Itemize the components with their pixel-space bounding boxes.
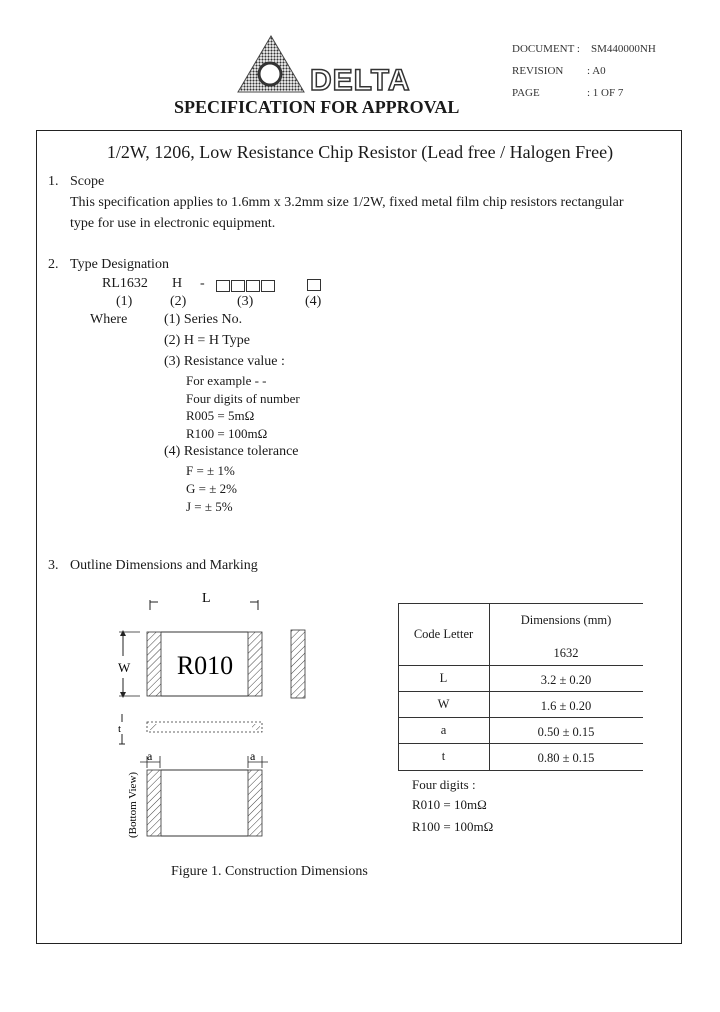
delta-logo bbox=[234, 34, 424, 98]
part-dash: - bbox=[200, 276, 205, 291]
dimensions-header: Dimensions (mm) bbox=[520, 613, 612, 627]
item-series: (1) Series No. bbox=[164, 312, 243, 327]
page-value: : 1 OF 7 bbox=[587, 87, 624, 99]
logo-wordmark: DELTA bbox=[310, 64, 411, 97]
index-3: (3) bbox=[237, 294, 254, 309]
size-header: 1632 bbox=[553, 646, 579, 660]
figure-caption: Figure 1. Construction Dimensions bbox=[171, 864, 368, 879]
type-heading: Type Designation bbox=[70, 257, 169, 272]
table-row-value: 3.2 ± 0.20 bbox=[540, 673, 592, 687]
table-row-value: 0.80 ± 0.15 bbox=[537, 751, 595, 765]
scope-heading: Scope bbox=[70, 174, 105, 189]
outline-number: 3. bbox=[48, 558, 59, 573]
item-tolerance: (4) Resistance tolerance bbox=[164, 444, 299, 459]
code-letter-header: Code Letter bbox=[413, 627, 474, 641]
document-title: 1/2W, 1206, Low Resistance Chip Resistor (Lead free / Halogen Free) bbox=[106, 142, 614, 162]
construction-drawing bbox=[110, 586, 330, 856]
four-digits-label: Four digits : bbox=[412, 777, 476, 792]
dim-L-label: L bbox=[202, 591, 211, 606]
item-type: (2) H = H Type bbox=[164, 333, 250, 348]
page-label: PAGE bbox=[512, 87, 540, 99]
scope-number: 1. bbox=[48, 174, 59, 189]
table-row-value: 0.50 ± 0.15 bbox=[537, 725, 595, 739]
tolerance-f: F = ± 1% bbox=[186, 463, 235, 478]
index-1: (1) bbox=[116, 294, 133, 309]
dimensions-table bbox=[398, 603, 643, 771]
where-label: Where bbox=[90, 312, 128, 327]
bottom-view-label: (Bottom View) bbox=[127, 771, 139, 838]
resistor-top-view bbox=[147, 632, 262, 696]
resistance-example-2: R100 = 100mΩ bbox=[186, 426, 268, 441]
tolerance-g: G = ± 2% bbox=[186, 481, 237, 496]
table-row-code: L bbox=[439, 671, 448, 685]
resistance-example-label: For example - - bbox=[186, 373, 267, 388]
four-digits-example-1: R010 = 10mΩ bbox=[412, 797, 487, 812]
resistance-digits-label: Four digits of number bbox=[186, 391, 300, 406]
four-digits-example-2: R100 = 100mΩ bbox=[412, 819, 494, 834]
dim-a-left-label: a bbox=[147, 749, 153, 763]
scope-text-line1: This specification applies to 1.6mm x 3.2mm size 1/2W, fixed metal film chip resistors rectangular bbox=[70, 195, 624, 210]
resistor-thickness-view bbox=[147, 722, 262, 732]
table-row-value: 1.6 ± 0.20 bbox=[540, 699, 592, 713]
resistor-side-view bbox=[291, 630, 305, 698]
dim-t-label: t bbox=[118, 723, 122, 735]
table-row-code: W bbox=[437, 697, 450, 711]
document-label: DOCUMENT : bbox=[512, 43, 580, 55]
table-row-code: t bbox=[441, 749, 446, 763]
type-number: 2. bbox=[48, 257, 59, 272]
resistance-example-1: R005 = 5mΩ bbox=[186, 408, 255, 423]
item-resistance: (3) Resistance value : bbox=[164, 354, 285, 369]
document-value: SM440000NH bbox=[591, 43, 656, 55]
tolerance-j: J = ± 5% bbox=[186, 499, 233, 514]
spec-title: SPECIFICATION FOR APPROVAL bbox=[174, 97, 460, 117]
dim-a-right-label: a bbox=[250, 749, 256, 763]
part-prefix: RL1632 bbox=[102, 276, 148, 291]
marking-code: R010 bbox=[176, 651, 234, 680]
scope-text-line2: type for use in electronic equipment. bbox=[70, 216, 276, 231]
resistor-bottom-view bbox=[147, 770, 262, 836]
revision-label: REVISION bbox=[512, 65, 564, 77]
part-tolerance-box bbox=[307, 279, 321, 291]
index-4: (4) bbox=[305, 294, 322, 309]
table-row-code: a bbox=[440, 723, 447, 737]
part-series-h: H bbox=[172, 276, 183, 291]
revision-value: : A0 bbox=[587, 65, 606, 77]
index-2: (2) bbox=[170, 294, 187, 309]
outline-heading: Outline Dimensions and Marking bbox=[70, 558, 258, 573]
dim-W-label: W bbox=[118, 660, 131, 675]
